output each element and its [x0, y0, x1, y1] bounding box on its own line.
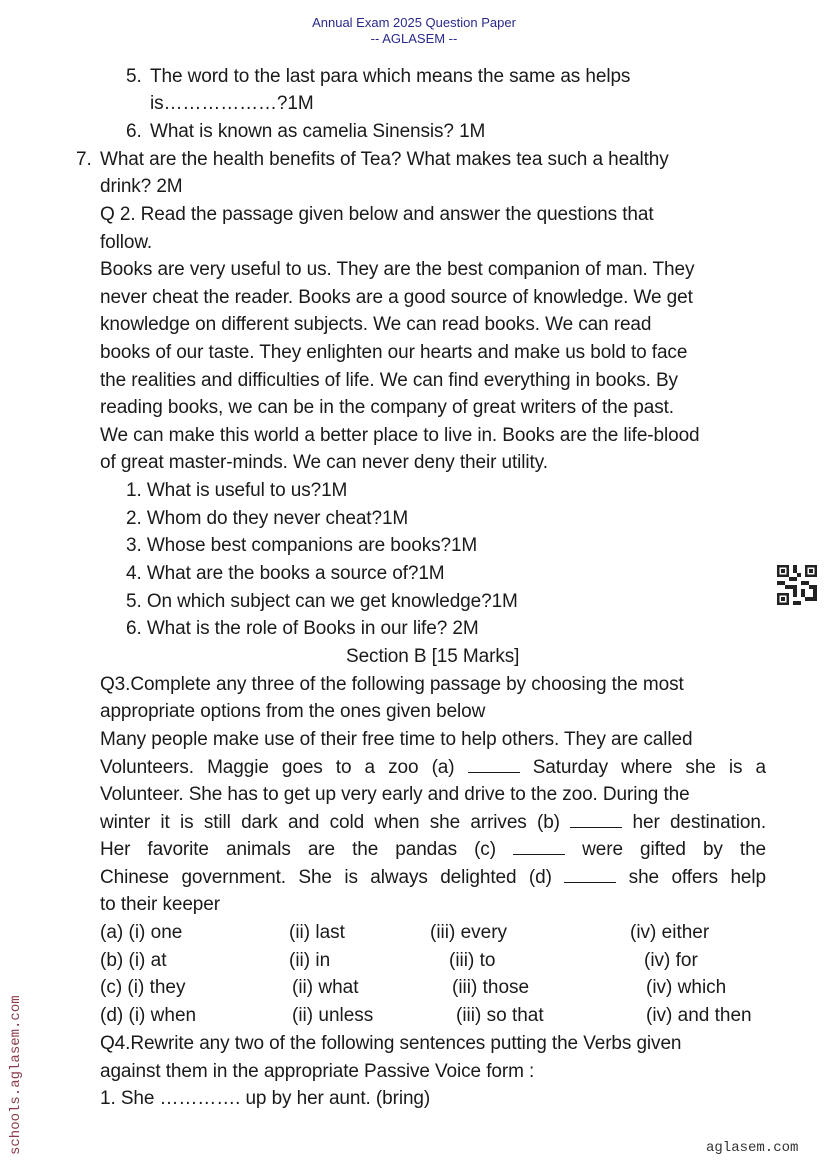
q3-passage-line — [100, 838, 766, 862]
q2-passage-line: the realities and difficulties of life. We can find everything in books. By — [100, 370, 678, 391]
q3-passage-text: Saturday where she is a — [532, 757, 766, 778]
page-header — [0, 15, 828, 47]
q1-item-7-number: 7. — [76, 149, 92, 170]
q3-passage-text: Her favorite animals are the pandas (c) — [100, 839, 496, 860]
q3-passage-line: Volunteer. She has to get up very early and drive to the zoo. During the — [100, 784, 690, 805]
blank-c — [513, 838, 565, 855]
side-watermark: schools.aglasem.com — [8, 995, 24, 1155]
q4-item: 1. She …………. up by her aunt. (bring) — [100, 1088, 431, 1109]
q3-passage-text: winter it is still dark and cold when she arrives (b) — [100, 812, 560, 833]
q3-prompt-line2: appropriate options from the ones given below — [100, 701, 486, 722]
blank-d — [564, 866, 616, 883]
blank-a — [468, 756, 520, 773]
footer-watermark: aglasem.com — [706, 1140, 799, 1156]
q2-question: 6. What is the role of Books in our life? 2M — [126, 618, 479, 639]
qr-code-icon — [777, 565, 817, 605]
q3-passage-line — [100, 756, 766, 780]
q3-passage-line — [100, 866, 766, 890]
q2-passage-line: Books are very useful to us. They are the best companion of man. They — [100, 259, 695, 280]
q1-item-5-line2: is………………?1M — [150, 93, 314, 114]
q2-question: 5. On which subject can we get knowledge?1M — [126, 591, 518, 612]
q1-item-5-number: 5. — [126, 66, 142, 87]
q2-question: 4. What are the books a source of?1M — [126, 563, 445, 584]
option-d-i: (d) (i) when — [100, 1005, 197, 1026]
option-c-iii: (iii) those — [452, 977, 530, 998]
q1-item-7-line1: What are the health benefits of Tea? What makes tea such a healthy — [100, 149, 669, 170]
q3-passage-text: Chinese government. She is always delighted (d) — [100, 867, 552, 888]
q3-passage-line: to their keeper — [100, 894, 220, 915]
option-a-iv: (iv) either — [630, 922, 710, 943]
q1-item-7-line2: drink? 2M — [100, 176, 183, 197]
option-b-ii: (ii) in — [289, 950, 331, 971]
q2-question: 1. What is useful to us?1M — [126, 480, 348, 501]
option-d-iii: (iii) so that — [456, 1005, 544, 1026]
q3-passage-text: were gifted by the — [582, 839, 767, 860]
option-b-iii: (iii) to — [449, 950, 496, 971]
option-a-iii: (iii) every — [430, 922, 508, 943]
q3-passage-text: she offers help — [628, 867, 766, 888]
exam-title: Annual Exam 2025 Question Paper — [312, 15, 516, 30]
q2-passage-line: reading books, we can be in the company of great writers of the past. — [100, 397, 674, 418]
q3-passage-text: Volunteers. Maggie goes to a zoo (a) — [100, 757, 455, 778]
blank-b — [570, 811, 622, 828]
q2-question: 2. Whom do they never cheat?1M — [126, 508, 409, 529]
option-d-ii: (ii) unless — [292, 1005, 374, 1026]
q1-item-6-number: 6. — [126, 121, 142, 142]
option-b-iv: (iv) for — [644, 950, 698, 971]
q1-item-6-text: What is known as camelia Sinensis? 1M — [150, 121, 486, 142]
q2-passage-line: knowledge on different subjects. We can read books. We can read — [100, 314, 652, 335]
q3-passage-line — [100, 811, 766, 835]
exam-source: -- AGLASEM -- — [370, 31, 458, 46]
q4-prompt-line1: Q4.Rewrite any two of the following sentences putting the Verbs given — [100, 1033, 682, 1054]
q4-prompt-line2: against them in the appropriate Passive Voice form : — [100, 1061, 535, 1082]
q2-passage-line: never cheat the reader. Books are a good source of knowledge. We get — [100, 287, 693, 308]
option-a-i: (a) (i) one — [100, 922, 183, 943]
option-d-iv: (iv) and then — [646, 1005, 752, 1026]
q2-prompt-line1: Q 2. Read the passage given below and answer the questions that — [100, 204, 654, 225]
q2-passage-line: books of our taste. They enlighten our hearts and make us bold to face — [100, 342, 688, 363]
q2-passage-line: We can make this world a better place to live in. Books are the life-blood — [100, 425, 700, 446]
option-c-i: (c) (i) they — [100, 977, 186, 998]
q3-passage-line: Many people make use of their free time to help others. They are called — [100, 729, 693, 750]
q2-passage-line: of great master-minds. We can never deny their utility. — [100, 452, 548, 473]
q1-item-5-line1: The word to the last para which means the same as helps — [150, 66, 631, 87]
q3-passage-text: her destination. — [632, 812, 766, 833]
option-a-ii: (ii) last — [289, 922, 345, 943]
section-b-title: Section B [15 Marks] — [346, 646, 520, 667]
option-c-ii: (ii) what — [292, 977, 359, 998]
q3-prompt-line1: Q3.Complete any three of the following passage by choosing the most — [100, 674, 684, 695]
option-b-i: (b) (i) at — [100, 950, 167, 971]
option-c-iv: (iv) which — [646, 977, 727, 998]
q2-prompt-line2: follow. — [100, 232, 153, 253]
q2-question: 3. Whose best companions are books?1M — [126, 535, 478, 556]
